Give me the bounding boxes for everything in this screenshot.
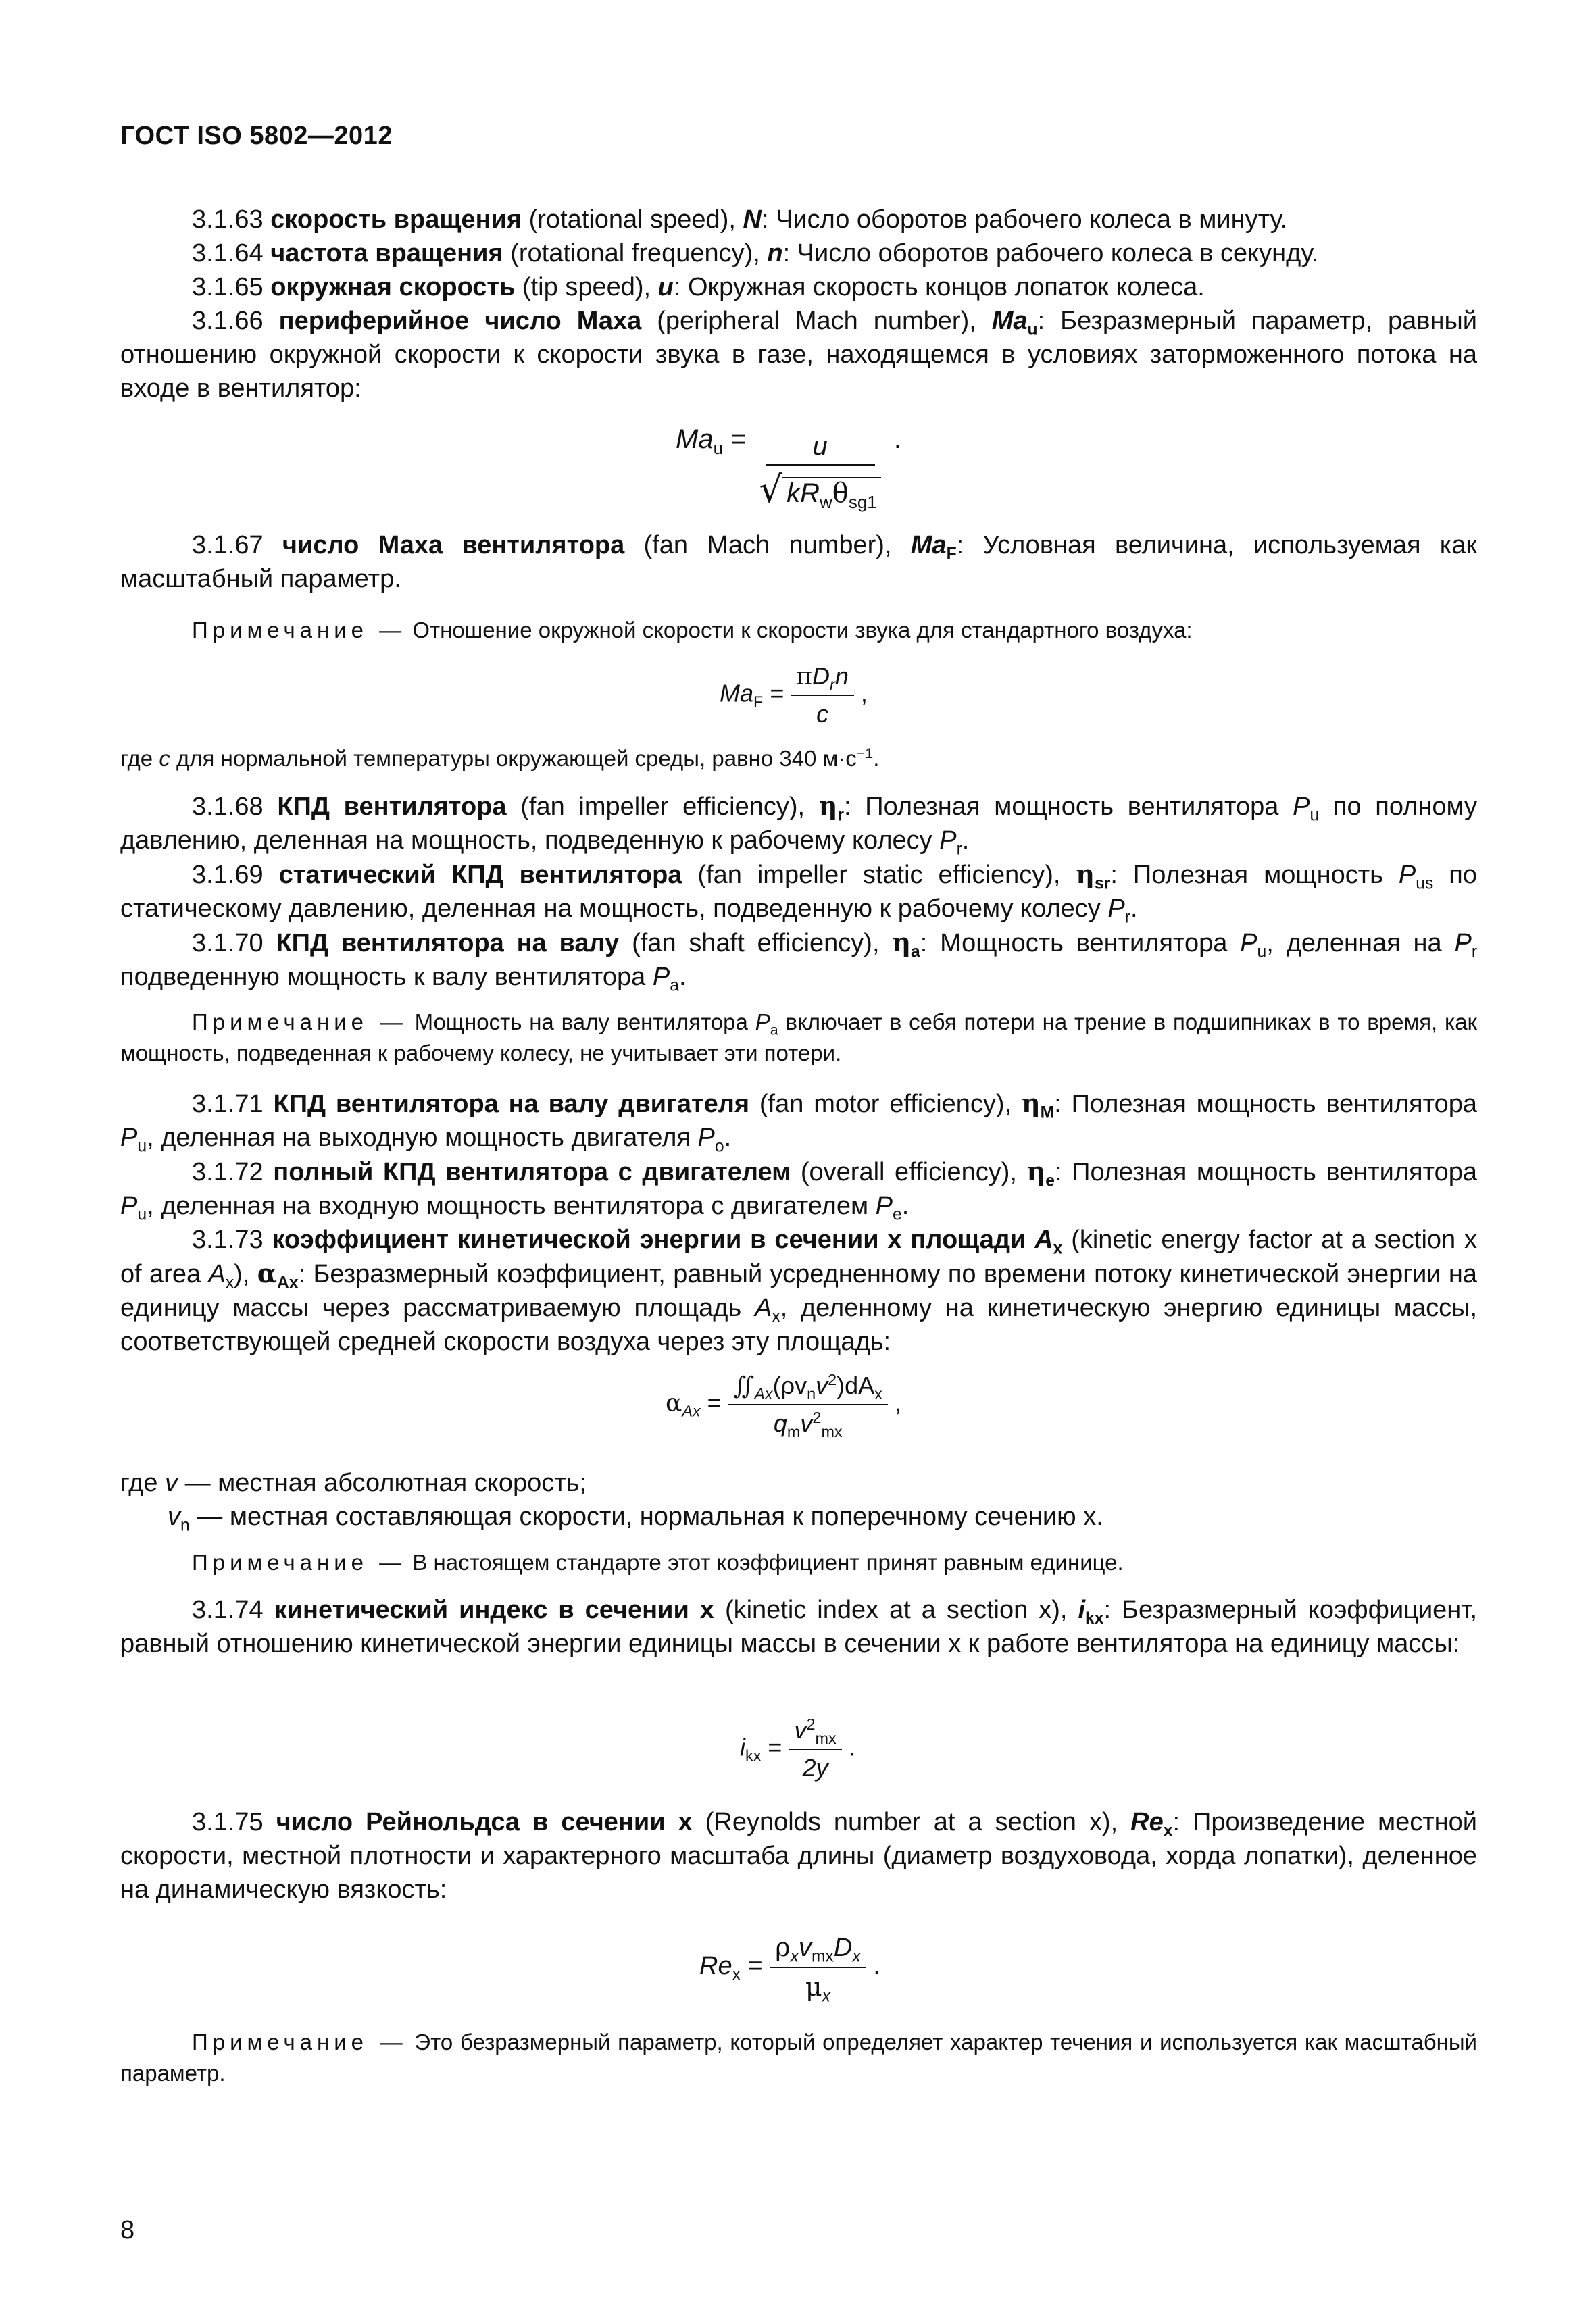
terms-block-3: [120, 789, 1477, 994]
note-2: Примечание — Мощность на валу вентилятора $P_a$ включает в себя потери на трение в подшипниках в то время, как мощность, подведенная к рабочему колесу, не учитывает эти потери.: [120, 1009, 1477, 1065]
term-3-1-68: 3.1.68 КПД вентилятора (fan impeller efficiency), $\eta_r$: Полезная мощность вентилятора $P_u$ по полному давлению, деленная на мощность, подведенную к рабочему колесу $P_r$.: [120, 790, 1478, 859]
document-header: ГОСТ ISO 5802—2012: [120, 122, 393, 150]
terms-block-6: [120, 1805, 1477, 1907]
formula-kinetic-index: $i_{kx}$ = $\frac{v^2_{mx}}{2y}$ .: [740, 1715, 855, 1782]
term-3-1-65: 3.1.65 окружная скорость (tip speed), u: Окружная скорость концов лопаток колеса.: [192, 273, 1205, 301]
note-1-where: где c для нормальной температуры окружающей среды, равно 340 $м\cdot с^{-1}$.: [120, 745, 880, 771]
page-number: 8: [120, 2216, 135, 2244]
term-3-1-71: 3.1.71 КПД вентилятора на валу двигателя (fan motor efficiency), $\eta_M$: Полезная мощность вентилятора $P_u$, деленная на выходную мощность двигателя $P_o$.: [120, 1088, 1477, 1156]
note-4: Примечание — Это безразмерный параметр, который определяет характер течения и используется как масштабный параметр.: [120, 2030, 1477, 2086]
terms-block-1: [120, 203, 1477, 405]
term-3-1-73: 3.1.73 коэффициент кинетической энергии в сечении x площади $A_x$ (kinetic energy factor at a section x of area $A_x$), $\alpha_{Ax}$: Безразмерный коэффициент, равный усредненному по времени потоку кинетической энергии на единицу массы через рассматриваемую площадь $A_x$, деленному на кинетическую энергию единицы массы, соответствующей средней скорости воздуха через эту площадь:: [120, 1226, 1478, 1356]
term-3-1-74: 3.1.74 кинетический индекс в сечении x (kinetic index at a section x), $i_{kx}$: Безразмерный коэффициент, равный отношению кинетической энергии единицы массы в сечении x к работе вентилятора на единицу массы:: [120, 1596, 1478, 1658]
note-3: Примечание — В настоящем стандарте этот коэффициент принят равным единице.: [192, 1550, 1124, 1575]
term-3-1-63: 3.1.63 скорость вращения (rotational speed), N: Число оборотов рабочего колеса в минуту.: [192, 205, 1288, 234]
formula-kinetic-energy-factor: $\alpha_{Ax}$ = $\frac{∬_{Ax}(\rho v_nv^2)dA_x}{q_mv^2_{mx}}$ ,: [666, 1371, 901, 1441]
where-item: $v_n$ — местная составляющая скорости, нормальная к поперечному сечению x.: [168, 1503, 1103, 1535]
term-3-1-75: 3.1.75 число Рейнольдса в сечении x (Reynolds number at a section x), $Re_x$: Произведение местной скорости, местной плотности и характерного масштаба длины (диаметр воздуховода, хорда лопатки), деленное на динамическую вязкость:: [120, 1808, 1478, 1904]
terms-block-5: [120, 1593, 1477, 1661]
term-3-1-64: 3.1.64 частота вращения (rotational frequency), n: Число оборотов рабочего колеса в секунду.: [192, 239, 1319, 268]
formula-mach-fan: $Ma_F$ = $\frac{\pi D_rn}{c}$ ,: [720, 662, 868, 728]
term-3-1-70: 3.1.70 КПД вентилятора на валу (fan shaft efficiency), $\eta_a$: Мощность вентилятора $P_u$, деленная на $P_r$ подведенную мощность к валу вентилятора $P_a$.: [120, 927, 1478, 995]
where-list: [120, 1466, 1477, 1534]
note-1: Примечание — Отношение окружной скорости к скорости звука для стандартного воздуха:: [192, 618, 1193, 643]
formula-reynolds: $Re_x$ = $\frac{\rho_xv_{mx}D_x}{\mu_x}$ .: [699, 1932, 880, 2006]
term-3-1-69: 3.1.69 статический КПД вентилятора (fan impeller static efficiency), $\eta_{sr}$: Полезная мощность $P_{us}$ по статическому давлению, деленная на мощность, подведенную к рабочему колесу $P_r$.: [120, 859, 1478, 927]
terms-block-4: [120, 1086, 1477, 1359]
term-3-1-66: 3.1.66 периферийное число Маха (peripheral Mach number), $Ma_u$: Безразмерный параметр, равный отношению окружной скорости к скорости звука в газе, находящемся в условиях заторможенного потока на входе в вентилятор:: [120, 307, 1477, 403]
formula-mach-peripheral: $Ma_u$ = $\frac{u}{√ kR_w\theta_{sg1}}$ .: [676, 424, 902, 512]
terms-block-2: [120, 528, 1477, 596]
term-3-1-72: 3.1.72 полный КПД вентилятора с двигателем (overall efficiency), $\eta_e$: Полезная мощность вентилятора $P_u$, деленная на входную мощность вентилятора с двигателем $P_e$.: [120, 1156, 1477, 1224]
term-3-1-67: 3.1.67 число Маха вентилятора (fan Mach number), $Ma_F$: Условная величина, используемая как масштабный параметр.: [120, 531, 1478, 593]
where-item: где v — местная абсолютная скорость;: [120, 1469, 587, 1497]
